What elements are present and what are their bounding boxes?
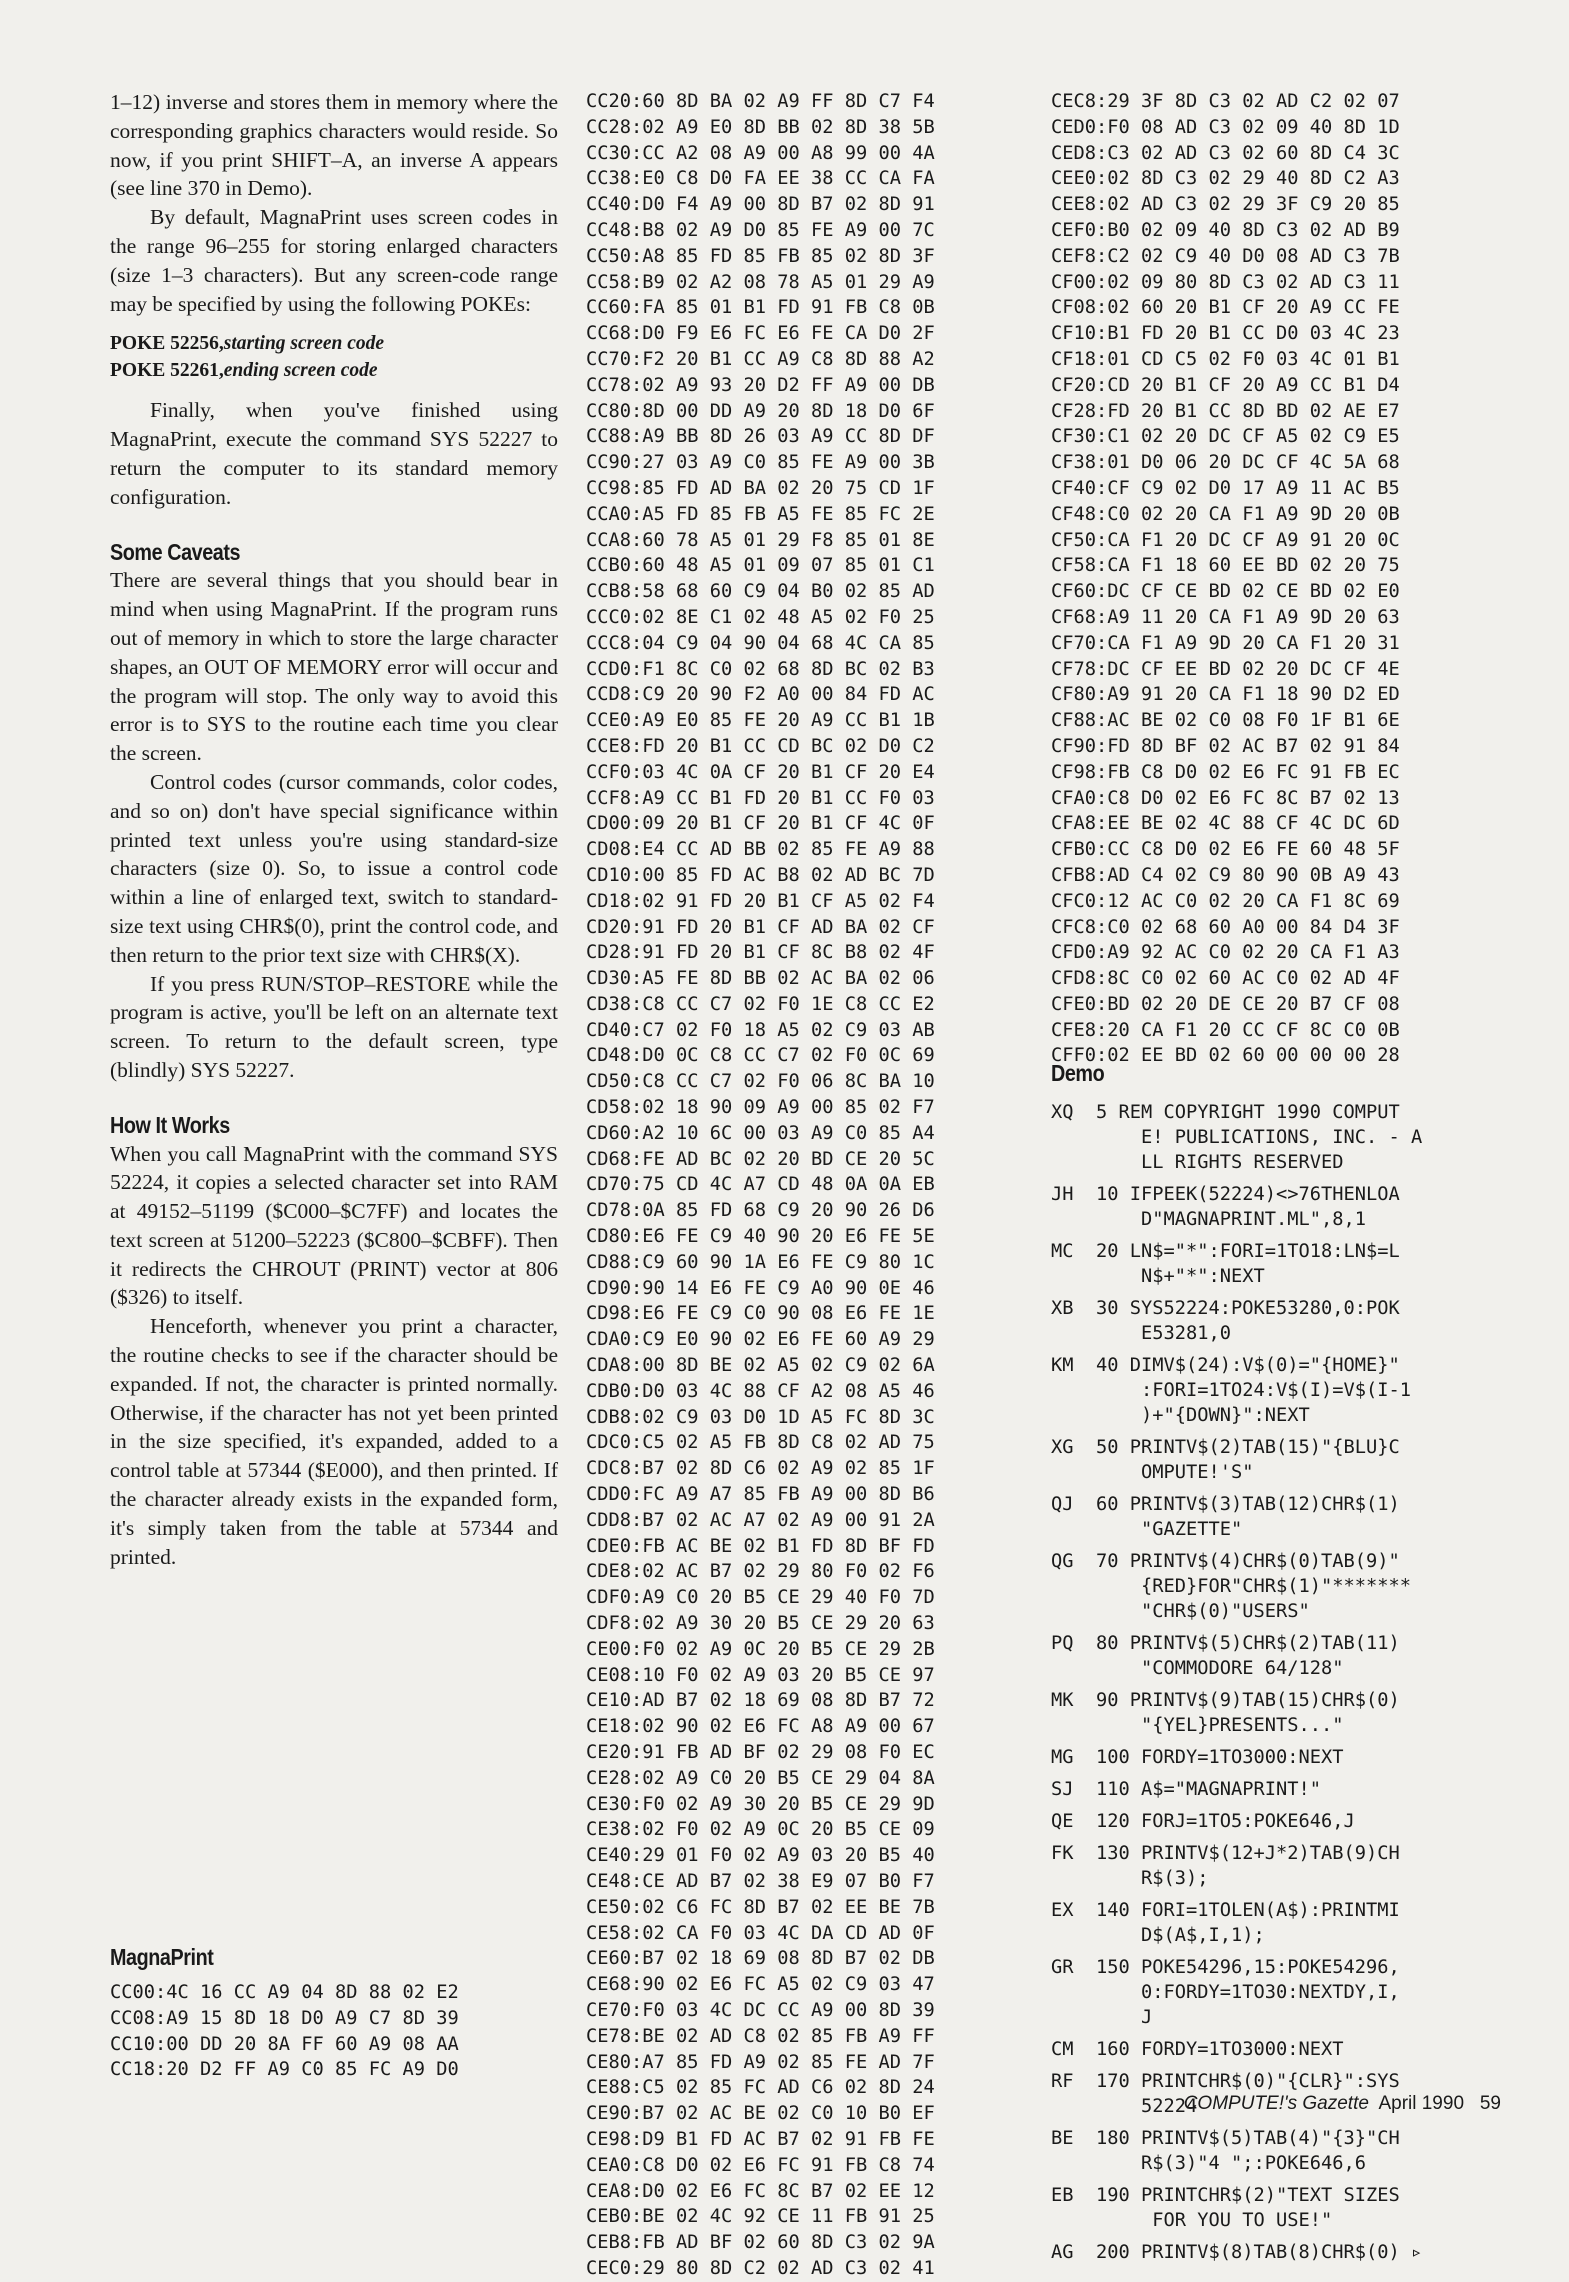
listing-line: CE28:02 A9 C0 20 B5 CE 29 04 8A (586, 1767, 935, 1789)
listing-line: CE58:02 CA F0 03 4C DA CD AD 0F (586, 1922, 935, 1944)
listing-line: CF68:A9 11 20 CA F1 A9 9D 20 63 (1051, 606, 1400, 628)
listing-line: CD48:D0 0C C8 CC C7 02 F0 0C 69 (586, 1045, 935, 1067)
paragraph: 1–12) inverse and stores them in memory where the corresponding graphics characters would reside. So now, if you print SHIFT–A, an inverse A appears (see line 370 in Demo). (110, 90, 558, 201)
paragraph: Henceforth, whenever you print a character, the routine checks to see if the character should be expanded. If not, the character is printed normally. Otherwise, if the character has not yet been printed in the size specified, it's expanded, added to a control table at 57344 ($E000), and then printed. If the character already exists in the expanded form, it's simply taken from the table at 57344 and printed. (110, 1314, 558, 1569)
listing-line: CE88:C5 02 85 FC AD C6 02 8D 24 (586, 2077, 935, 2099)
listing-line: CF90:FD 8D BF 02 AC B7 02 91 84 (1051, 735, 1400, 757)
demo-code: 130 PRINTV$(12+J*2)TAB(9)CH R$(3); (1096, 1843, 1400, 1889)
demo-line (1051, 2183, 1501, 2233)
checksum: PQ (1051, 1633, 1074, 1654)
demo-code: 190 PRINTCHR$(2)"TEXT SIZES FOR YOU TO USE!" (1096, 2185, 1400, 2231)
listing-line: CF18:01 CD C5 02 F0 03 4C 01 B1 (1051, 348, 1400, 370)
listing-line: CC90:27 03 A9 C0 85 FE A9 00 3B (586, 452, 935, 474)
poke-line-end: POKE 52261,ending screen code (110, 360, 378, 382)
checksum: MG (1051, 1747, 1074, 1768)
listing-line: CC20:60 8D BA 02 A9 FF 8D C7 F4 (586, 91, 935, 112)
listing-line: CED8:C3 02 AD C3 02 60 8D C4 3C (1051, 142, 1400, 164)
checksum: RF (1051, 2071, 1074, 2092)
section-heading-demo: Demo (1051, 1060, 1105, 1086)
demo-code: 140 FORI=1TOLEN(A$):PRINTMI D$(A$,I,1); (1096, 1900, 1400, 1946)
paragraph: By default, MagnaPrint uses screen codes in the range 96–255 for storing enlarged characters (size 1–3 characters). But any screen-code range may be specified by using the following POKEs: (110, 205, 558, 316)
article-column (110, 88, 558, 1571)
listing-line: CFE8:20 CA F1 20 CC CF 8C C0 0B (1051, 1019, 1400, 1041)
listing-line: CD68:FE AD BC 02 20 BD CE 20 5C (586, 1148, 935, 1170)
listing-line: CE30:F0 02 A9 30 20 B5 CE 29 9D (586, 1793, 935, 1815)
listing-line: CD80:E6 FE C9 40 90 20 E6 FE 5E (586, 1226, 935, 1248)
listing-line: CD78:0A 85 FD 68 C9 20 90 26 D6 (586, 1200, 935, 1222)
demo-line (1051, 1898, 1501, 1948)
checksum: GR (1051, 1957, 1074, 1978)
listing-line: CF98:FB C8 D0 02 E6 FC 91 FB EC (1051, 761, 1400, 783)
paragraph: If you press RUN/STOP–RESTORE while the program is active, you'll be left on an alternate text screen. To return to the default screen, type (blindly) SYS 52227. (110, 971, 558, 1082)
listing-line: CD98:E6 FE C9 C0 90 08 E6 FE 1E (586, 1303, 935, 1325)
paragraph: There are several things that you should bear in mind when using MagnaPrint. If the program runs out of memory in which to store the large character shapes, an OUT OF MEMORY error will occur and the program will stop. The only way to avoid this error is to SYS to the routine each time you clear the screen. (110, 568, 558, 766)
demo-code: 180 PRINTV$(5)TAB(4)"{3}"CH R$(3)"4 ";:POKE646,6 (1096, 2128, 1400, 2174)
listing-line: CC80:8D 00 DD A9 20 8D 18 D0 6F (586, 400, 935, 422)
checksum: MK (1051, 1690, 1074, 1711)
demo-code: 10 IFPEEK(52224)<>76THENLOA D"MAGNAPRINT.ML",8,1 (1096, 1184, 1400, 1230)
listing-line: CCA8:60 78 A5 01 29 F8 85 01 8E (586, 529, 935, 551)
checksum: XQ (1051, 1102, 1074, 1123)
demo-code: 70 PRINTV$(4)CHR$(0)TAB(9)" {RED}FOR"CHR$(1)"******* "CHR$(0)"USERS" (1096, 1551, 1412, 1622)
demo-line (1051, 1955, 1501, 2030)
listing-line: CDE8:02 AC B7 02 29 80 F0 02 F6 (586, 1561, 935, 1583)
listing-line: CEC8:29 3F 8D C3 02 AD C2 02 07 (1051, 91, 1400, 112)
demo-code: 60 PRINTV$(3)TAB(12)CHR$(1) "GAZETTE" (1096, 1494, 1400, 1540)
listing-line: CFC0:12 AC C0 02 20 CA F1 8C 69 (1051, 890, 1400, 912)
listing-line: CEB0:BE 02 4C 92 CE 11 FB 91 25 (586, 2206, 935, 2228)
listing-line: CF30:C1 02 20 DC CF A5 02 C9 E5 (1051, 426, 1400, 448)
demo-code: 40 DIMV$(24):V$(0)="{HOME}" :FORI=1TO24:V$(I)=V$(I-1 )+"{DOWN}":NEXT (1096, 1355, 1412, 1426)
checksum: AG (1051, 2242, 1074, 2263)
demo-line (1051, 1777, 1501, 1802)
demo-line (1051, 1435, 1501, 1485)
section-heading-how-it-works: How It Works (110, 1111, 230, 1138)
demo-code: 120 FORJ=1TO5:POKE646,J (1096, 1811, 1355, 1832)
demo-code: 100 FORDY=1TO3000:NEXT (1096, 1747, 1344, 1768)
listing-line: CD20:91 FD 20 B1 CF AD BA 02 CF (586, 916, 935, 938)
listing-line: CFA8:EE BE 02 4C 88 CF 4C DC 6D (1051, 813, 1400, 835)
listing-line: CDD0:FC A9 A7 85 FB A9 00 8D B6 (586, 1484, 935, 1506)
listing-line: CE40:29 01 F0 02 A9 03 20 B5 40 (586, 1845, 935, 1867)
checksum: QJ (1051, 1494, 1074, 1515)
listing-line: CE70:F0 03 4C DC CC A9 00 8D 39 (586, 1999, 935, 2021)
listing-line: CE68:90 02 E6 FC A5 02 C9 03 47 (586, 1974, 935, 1996)
listing-line: CC98:85 FD AD BA 02 20 75 CD 1F (586, 477, 935, 499)
listing-line: CEB8:FB AD BF 02 60 8D C3 02 9A (586, 2232, 935, 2254)
listing-line: CEF0:B0 02 09 40 8D C3 02 AD B9 (1051, 219, 1400, 241)
listing-line: CFB8:AD C4 02 C9 80 90 0B A9 43 (1051, 864, 1400, 886)
listing-line: CE38:02 F0 02 A9 0C 20 B5 CE 09 (586, 1819, 935, 1841)
listing-line: CE08:10 F0 02 A9 03 20 B5 CE 97 (586, 1664, 935, 1686)
listing-line: CF28:FD 20 B1 CC 8D BD 02 AE E7 (1051, 400, 1400, 422)
listing-line: CEF8:C2 02 C9 40 D0 08 AD C3 7B (1051, 245, 1400, 267)
demo-code: 200 PRINTV$(8)TAB(8)CHR$(0) ▹ (1096, 2242, 1423, 2263)
demo-line (1051, 2037, 1501, 2062)
hex-listing-column-3 (1051, 89, 1400, 1069)
listing-line: CF20:CD 20 B1 CF 20 A9 CC B1 D4 (1051, 374, 1400, 396)
demo-line (1051, 1182, 1501, 1232)
demo-line (1051, 1492, 1501, 1542)
listing-line: CF70:CA F1 A9 9D 20 CA F1 20 31 (1051, 632, 1400, 654)
listing-line: CC70:F2 20 B1 CC A9 C8 8D 88 A2 (586, 348, 935, 370)
demo-code: 170 PRINTCHR$(0)"{CLR}":SYS 52224 (1096, 2071, 1400, 2117)
demo-line (1051, 1631, 1501, 1681)
demo-line (1051, 1841, 1501, 1891)
checksum: QE (1051, 1811, 1074, 1832)
listing-line: CEC0:29 80 8D C2 02 AD C3 02 41 (586, 2257, 935, 2279)
listing-line: CC08:A9 15 8D 18 D0 A9 C7 8D 39 (110, 2007, 459, 2029)
listing-line: CFD0:A9 92 AC C0 02 20 CA F1 A3 (1051, 942, 1400, 964)
listing-line: CDE0:FB AC BE 02 B1 FD 8D BF FD (586, 1535, 935, 1557)
poke-line-start: POKE 52256,starting screen code (110, 333, 385, 355)
demo-code: 30 SYS52224:POKE53280,0:POK E53281,0 (1096, 1298, 1400, 1344)
listing-line: CCD8:C9 20 90 F2 A0 00 84 FD AC (586, 684, 935, 706)
checksum: BE (1051, 2128, 1074, 2149)
listing-line: CDA8:00 8D BE 02 A5 02 C9 02 6A (586, 1355, 935, 1377)
section-heading-magnaprint: MagnaPrint (110, 1944, 214, 1970)
section-heading-caveats: Some Caveats (110, 538, 241, 565)
magnaprint-listing (110, 1980, 459, 2083)
paragraph: Finally, when you've finished using MagnaPrint, execute the command SYS 52227 to return the computer to its standard memory configuration. (110, 398, 558, 509)
listing-line: CFE0:BD 02 20 DE CE 20 B7 CF 08 (1051, 993, 1400, 1015)
listing-line: CC68:D0 F9 E6 FC E6 FE CA D0 2F (586, 323, 935, 345)
listing-line: CD18:02 91 FD 20 B1 CF A5 02 F4 (586, 890, 935, 912)
checksum: XB (1051, 1298, 1074, 1319)
listing-line: CDB8:02 C9 03 D0 1D A5 FC 8D 3C (586, 1406, 935, 1428)
listing-line: CEA0:C8 D0 02 E6 FC 91 FB C8 74 (586, 2154, 935, 2176)
listing-line: CD58:02 18 90 09 A9 00 85 02 F7 (586, 1097, 935, 1119)
listing-line: CDC0:C5 02 A5 FB 8D C8 02 AD 75 (586, 1432, 935, 1454)
listing-line: CCE8:FD 20 B1 CC CD BC 02 D0 C2 (586, 735, 935, 757)
listing-line: CDC8:B7 02 8D C6 02 A9 02 85 1F (586, 1458, 935, 1480)
listing-line: CC18:20 D2 FF A9 C0 85 FC A9 D0 (110, 2059, 459, 2081)
listing-line: CD28:91 FD 20 B1 CF 8C B8 02 4F (586, 942, 935, 964)
listing-line: CF60:DC CF CE BD 02 CE BD 02 E0 (1051, 581, 1400, 603)
issue-date: April 1990 (1378, 2093, 1465, 2114)
demo-line (1051, 1549, 1501, 1624)
demo-code: 80 PRINTV$(5)CHR$(2)TAB(11) "COMMODORE 64/128" (1096, 1633, 1400, 1679)
listing-line: CC28:02 A9 E0 8D BB 02 8D 38 5B (586, 116, 935, 138)
demo-code: 90 PRINTV$(9)TAB(15)CHR$(0) "{YEL}PRESENTS..." (1096, 1690, 1400, 1736)
listing-line: CCE0:A9 E0 85 FE 20 A9 CC B1 1B (586, 710, 935, 732)
listing-line: CD08:E4 CC AD BB 02 85 FE A9 88 (586, 839, 935, 861)
listing-line: CE10:AD B7 02 18 69 08 8D B7 72 (586, 1690, 935, 1712)
listing-line: CE00:F0 02 A9 0C 20 B5 CE 29 2B (586, 1638, 935, 1660)
listing-line: CD88:C9 60 90 1A E6 FE C9 80 1C (586, 1251, 935, 1273)
listing-line: CF00:02 09 80 8D C3 02 AD C3 11 (1051, 271, 1400, 293)
listing-line: CC48:B8 02 A9 D0 85 FE A9 00 7C (586, 219, 935, 241)
listing-line: CE60:B7 02 18 69 08 8D B7 02 DB (586, 1948, 935, 1970)
listing-line: CE48:CE AD B7 02 38 E9 07 B0 F7 (586, 1870, 935, 1892)
paragraph: Control codes (cursor commands, color codes, and so on) don't have special significance within printed text unless you're using standard-size characters (size 0). So, to issue a control code within a line of enlarged text, switch to standard-size text using CHR$(0), print the control code, and then return to the prior text size with CHR$(X). (110, 769, 558, 967)
demo-line (1051, 1239, 1501, 1289)
listing-line: CF40:CF C9 02 D0 17 A9 11 AC B5 (1051, 477, 1400, 499)
listing-line: CD70:75 CD 4C A7 CD 48 0A 0A EB (586, 1174, 935, 1196)
page-footer (1184, 2093, 1501, 2115)
demo-code: 5 REM COPYRIGHT 1990 COMPUT E! PUBLICATIONS, INC. - A LL RIGHTS RESERVED (1096, 1102, 1423, 1173)
listing-line: CF88:AC BE 02 C0 08 F0 1F B1 6E (1051, 710, 1400, 732)
listing-line: CE50:02 C6 FC 8D B7 02 EE BE 7B (586, 1896, 935, 1918)
demo-line (1051, 1100, 1501, 1175)
listing-line: CC38:E0 C8 D0 FA EE 38 CC CA FA (586, 168, 935, 190)
listing-line: CDB0:D0 03 4C 88 CF A2 08 A5 46 (586, 1380, 935, 1402)
checksum: CM (1051, 2039, 1074, 2060)
listing-line: CC10:00 DD 20 8A FF 60 A9 08 AA (110, 2033, 459, 2055)
demo-line (1051, 2126, 1501, 2176)
listing-line: CEE8:02 AD C3 02 29 3F C9 20 85 (1051, 194, 1400, 216)
listing-line: CCD0:F1 8C C0 02 68 8D BC 02 B3 (586, 658, 935, 680)
listing-line: CD00:09 20 B1 CF 20 B1 CF 4C 0F (586, 813, 935, 835)
listing-line: CEA8:D0 02 E6 FC 8C B7 02 EE 12 (586, 2180, 935, 2202)
demo-line (1051, 1809, 1501, 1834)
demo-code: 20 LN$="*":FORI=1TO18:LN$=L N$+"*":NEXT (1096, 1241, 1400, 1287)
checksum: SJ (1051, 1779, 1074, 1800)
listing-line: CF08:02 60 20 B1 CF 20 A9 CC FE (1051, 297, 1400, 319)
listing-line: CFA0:C8 D0 02 E6 FC 8C B7 02 13 (1051, 787, 1400, 809)
demo-line (1051, 1296, 1501, 1346)
checksum: XG (1051, 1437, 1074, 1458)
listing-line: CC88:A9 BB 8D 26 03 A9 CC 8D DF (586, 426, 935, 448)
page-number: 59 (1479, 2093, 1501, 2114)
listing-line: CDA0:C9 E0 90 02 E6 FE 60 A9 29 (586, 1329, 935, 1351)
demo-line (1051, 2240, 1501, 2265)
listing-line: CC60:FA 85 01 B1 FD 91 FB C8 0B (586, 297, 935, 319)
listing-line: CF48:C0 02 20 CA F1 A9 9D 20 0B (1051, 503, 1400, 525)
listing-line: CDF8:02 A9 30 20 B5 CE 29 20 63 (586, 1613, 935, 1635)
listing-line: CCC8:04 C9 04 90 04 68 4C CA 85 (586, 632, 935, 654)
listing-line: CC40:D0 F4 A9 00 8D B7 02 8D 91 (586, 194, 935, 216)
listing-line: CDD8:B7 02 AC A7 02 A9 00 91 2A (586, 1509, 935, 1531)
listing-line: CF80:A9 91 20 CA F1 18 90 D2 ED (1051, 684, 1400, 706)
demo-code: 50 PRINTV$(2)TAB(15)"{BLU}C OMPUTE!'S" (1096, 1437, 1400, 1483)
listing-line: CF38:01 D0 06 20 DC CF 4C 5A 68 (1051, 452, 1400, 474)
listing-line: CE80:A7 85 FD A9 02 85 FE AD 7F (586, 2051, 935, 2073)
checksum: JH (1051, 1184, 1074, 1205)
listing-line: CF78:DC CF EE BD 02 20 DC CF 4E (1051, 658, 1400, 680)
listing-line: CE20:91 FB AD BF 02 29 08 F0 EC (586, 1742, 935, 1763)
listing-line: CC58:B9 02 A2 08 78 A5 01 29 A9 (586, 271, 935, 293)
listing-line: CF58:CA F1 18 60 EE BD 02 20 75 (1051, 555, 1400, 577)
magazine-name: COMPUTE!'s Gazette (1183, 2093, 1369, 2114)
checksum: EB (1051, 2185, 1074, 2206)
listing-line: CCB8:58 68 60 C9 04 B0 02 85 AD (586, 581, 935, 603)
listing-line: CE18:02 90 02 E6 FC A8 A9 00 67 (586, 1716, 935, 1738)
listing-line: CCC0:02 8E C1 02 48 A5 02 F0 25 (586, 606, 935, 628)
listing-line: CE78:BE 02 AD C8 02 85 FB A9 FF (586, 2025, 935, 2047)
paragraph: When you call MagnaPrint with the command SYS 52224, it copies a selected character set into RAM at 49152–51199 ($C000–$C7FF) and locates the text screen at 51200–52223 ($C800–$CBFF). Then it redirects the CHROUT (PRINT) vector at 806 ($326) to itself. (110, 1141, 558, 1310)
demo-code: 160 FORDY=1TO3000:NEXT (1096, 2039, 1344, 2060)
listing-line: CCB0:60 48 A5 01 09 07 85 01 C1 (586, 555, 935, 577)
listing-line: CFB0:CC C8 D0 02 E6 FE 60 48 5F (1051, 839, 1400, 861)
listing-line: CED0:F0 08 AD C3 02 09 40 8D 1D (1051, 116, 1400, 138)
demo-code: 110 A$="MAGNAPRINT!" (1096, 1779, 1322, 1800)
listing-line: CCF0:03 4C 0A CF 20 B1 CF 20 E4 (586, 761, 935, 783)
listing-line: CC00:4C 16 CC A9 04 8D 88 02 E2 (110, 1982, 459, 2003)
listing-line: CE98:D9 B1 FD AC B7 02 91 FB FE (586, 2128, 935, 2150)
listing-line: CC50:A8 85 FD 85 FB 85 02 8D 3F (586, 245, 935, 267)
checksum: KM (1051, 1355, 1074, 1376)
listing-line: CFF0:02 EE BD 02 60 00 00 00 28 (1051, 1045, 1400, 1067)
listing-line: CFC8:C0 02 68 60 A0 00 84 D4 3F (1051, 916, 1400, 938)
demo-code: 150 POKE54296,15:POKE54296, 0:FORDY=1TO30:NEXTDY,I, J (1096, 1957, 1400, 2028)
listing-line: CC30:CC A2 08 A9 00 A8 99 00 4A (586, 142, 935, 164)
demo-line (1051, 1745, 1501, 1770)
listing-line: CD50:C8 CC C7 02 F0 06 8C BA 10 (586, 1071, 935, 1093)
listing-line: CCA0:A5 FD 85 FB A5 FE 85 FC 2E (586, 503, 935, 525)
listing-line: CE90:B7 02 AC BE 02 C0 10 B0 EF (586, 2103, 935, 2125)
listing-line: CD60:A2 10 6C 00 03 A9 C0 85 A4 (586, 1122, 935, 1144)
checksum: FK (1051, 1843, 1074, 1864)
demo-line (1051, 1688, 1501, 1738)
listing-line: CCF8:A9 CC B1 FD 20 B1 CC F0 03 (586, 787, 935, 809)
listing-line: CD10:00 85 FD AC B8 02 AD BC 7D (586, 864, 935, 886)
listing-line: CC78:02 A9 93 20 D2 FF A9 00 DB (586, 374, 935, 396)
demo-line (1051, 1353, 1501, 1428)
listing-line: CF50:CA F1 20 DC CF A9 91 20 0C (1051, 529, 1400, 551)
checksum: QG (1051, 1551, 1074, 1572)
listing-line: CF10:B1 FD 20 B1 CC D0 03 4C 23 (1051, 323, 1400, 345)
hex-listing-column-2 (586, 89, 935, 2282)
listing-line: CFD8:8C C0 02 60 AC C0 02 AD 4F (1051, 968, 1400, 990)
listing-line: CDF0:A9 C0 20 B5 CE 29 40 F0 7D (586, 1587, 935, 1609)
listing-line: CD90:90 14 E6 FE C9 A0 90 0E 46 (586, 1277, 935, 1299)
listing-line: CD38:C8 CC C7 02 F0 1E C8 CC E2 (586, 993, 935, 1015)
listing-line: CD40:C7 02 F0 18 A5 02 C9 03 AB (586, 1019, 935, 1041)
listing-line: CEE0:02 8D C3 02 29 40 8D C2 A3 (1051, 168, 1400, 190)
checksum: EX (1051, 1900, 1074, 1921)
checksum: MC (1051, 1241, 1074, 1262)
listing-line: CD30:A5 FE 8D BB 02 AC BA 02 06 (586, 968, 935, 990)
